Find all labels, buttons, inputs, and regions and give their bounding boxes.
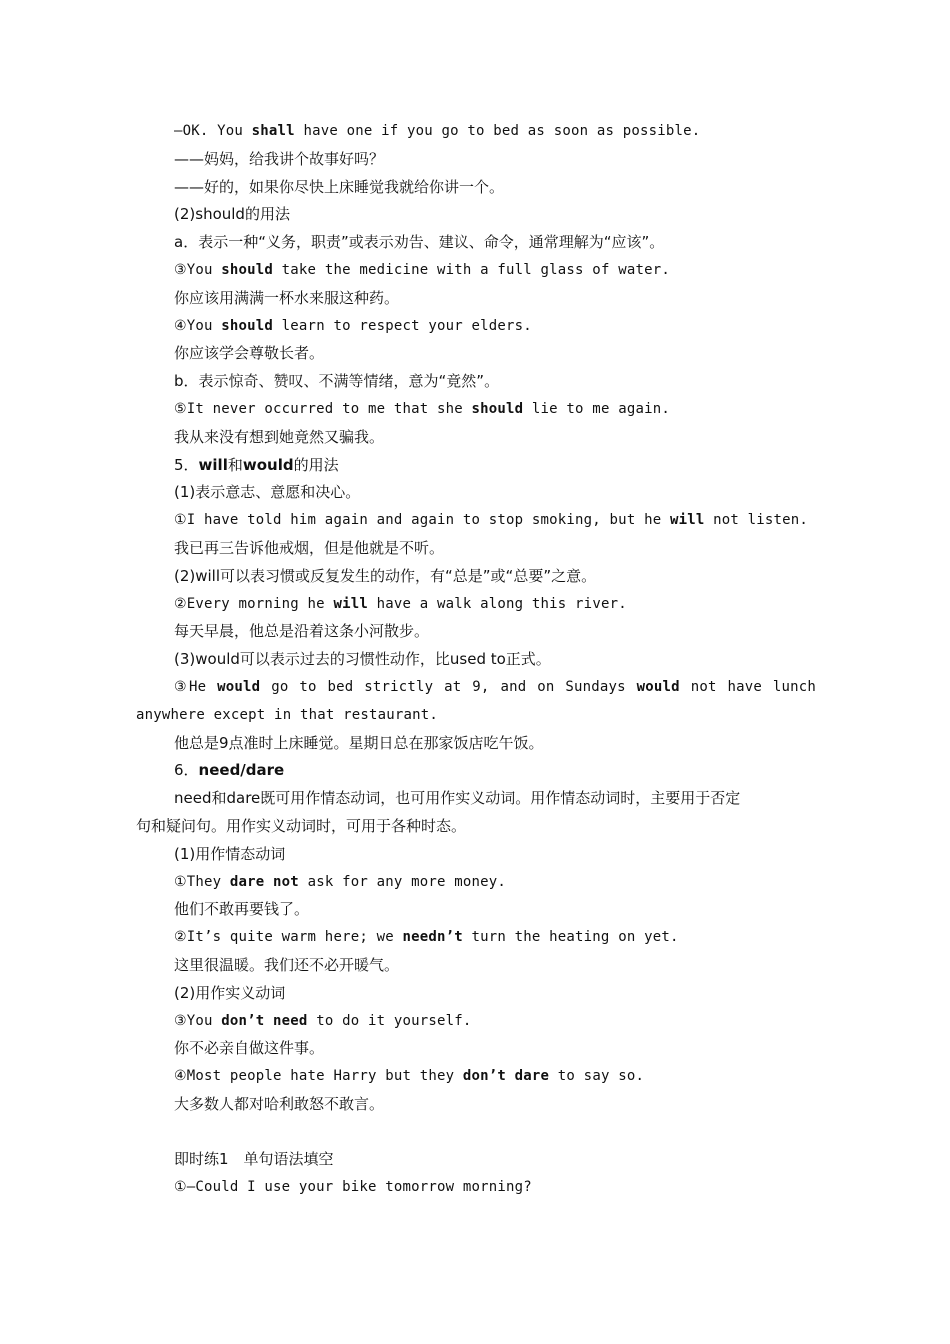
text-segment: ③You	[174, 1012, 222, 1029]
text-line	[136, 730, 816, 758]
text-segment: have one if you go to bed as soon as possible.	[294, 123, 701, 139]
text-segment: 的用法	[293, 455, 339, 474]
text-segment: not have lunch	[679, 678, 817, 695]
text-line	[136, 674, 816, 702]
text-line	[136, 841, 816, 869]
text-segment: not listen.	[704, 512, 809, 529]
bold-keyword: needn’t	[402, 929, 463, 946]
text-segment: b．表示惊奇、赞叹、不满等情绪，意为“竟然”。	[174, 372, 500, 391]
text-line	[136, 1091, 816, 1119]
bold-keyword: will	[669, 512, 705, 529]
text-segment: a．表示一种“义务，职责”或表示劝告、建议、命令，通常理解为“应该”。	[174, 233, 665, 252]
text-segment: ask for any more money.	[298, 873, 507, 890]
text-line	[136, 785, 816, 813]
text-line	[136, 1063, 816, 1091]
text-segment: ⑤It never occurred to me that she	[174, 400, 472, 417]
text-segment: 6．	[174, 761, 199, 780]
text-segment: have a walk along this river.	[367, 595, 627, 612]
text-segment: 即时练1 单句语法填空	[174, 1150, 334, 1169]
text-segment: ①I have told him again and again to stop smoking, but he	[174, 512, 670, 529]
text-segment: 他总是9点准时上床睡觉。星期日总在那家饭店吃午饭。	[174, 733, 544, 752]
text-line	[136, 507, 816, 535]
text-segment: 这里很温暖。我们还不必开暖气。	[174, 955, 400, 974]
text-line	[136, 229, 816, 257]
text-line	[136, 952, 816, 980]
text-segment: (2)用作实义动词	[174, 983, 286, 1002]
text-segment: ④Most people hate Harry but they	[174, 1068, 463, 1085]
text-segment: 大多数人都对哈利敢怒不敢言。	[174, 1094, 385, 1113]
text-line	[136, 424, 816, 452]
text-line	[136, 591, 816, 619]
bold-keyword: would	[217, 678, 261, 695]
text-segment: learn to respect your elders.	[273, 317, 532, 334]
document-body	[136, 118, 816, 1202]
text-segment: need和dare既可用作情态动词，也可用作实义动词。用作情态动词时，主要用于否定	[174, 789, 741, 808]
bold-keyword: dare not	[229, 873, 299, 890]
text-segment: (1)表示意志、意愿和决心。	[174, 483, 361, 502]
text-segment: lie to me again.	[523, 400, 670, 417]
text-line	[136, 174, 816, 202]
text-line	[136, 869, 816, 897]
bold-keyword: shall	[251, 123, 295, 139]
text-line	[136, 285, 816, 313]
bold-keyword: don’t need	[221, 1012, 308, 1029]
text-line	[136, 313, 816, 341]
text-line	[136, 563, 816, 591]
text-segment: 句和疑问句。用作实义动词时，可用于各种时态。	[136, 816, 467, 835]
text-segment: (2)will可以表习惯或反复发生的动作，有“总是”或“总要”之意。	[174, 566, 597, 585]
bold-keyword: don’t dare	[462, 1068, 550, 1085]
text-line	[136, 146, 816, 174]
text-line	[136, 1146, 816, 1174]
text-segment: —OK. You	[174, 123, 252, 139]
bold-keyword: should	[221, 261, 274, 278]
bold-keyword: would	[636, 678, 680, 695]
text-line	[136, 340, 816, 368]
text-segment: (3)would可以表示过去的习惯性动作，比used to正式。	[174, 650, 551, 669]
text-segment: anywhere except in that restaurant.	[136, 706, 439, 723]
text-line	[136, 896, 816, 924]
text-segment: (2)should的用法	[174, 205, 290, 224]
text-line	[136, 980, 816, 1008]
text-segment: to say so.	[549, 1068, 645, 1085]
text-line	[136, 757, 816, 785]
text-line	[136, 1008, 816, 1036]
text-line	[136, 396, 816, 424]
text-segment: 我从来没有想到她竟然又骗我。	[174, 427, 385, 446]
bold-keyword: will	[198, 455, 228, 474]
text-segment: ①They	[174, 873, 230, 890]
text-line	[136, 646, 816, 674]
text-line	[136, 257, 816, 285]
text-line	[136, 368, 816, 396]
text-segment: ③You	[174, 261, 222, 278]
text-line	[136, 702, 816, 730]
text-segment: ——妈妈，给我讲个故事好吗？	[174, 149, 385, 168]
text-segment: 我已再三告诉他戒烟，但是他就是不听。	[174, 538, 445, 557]
text-segment: ④You	[174, 317, 222, 334]
blank-line	[136, 1119, 816, 1147]
bold-keyword: will	[333, 595, 368, 612]
text-segment: take the medicine with a full glass of water.	[273, 261, 670, 278]
text-line	[136, 1174, 816, 1202]
bold-keyword: should	[221, 317, 274, 334]
text-segment: turn the heating on yet.	[462, 929, 679, 946]
text-segment: 他们不敢再要钱了。	[174, 900, 310, 919]
text-segment: ——好的，如果你尽快上床睡觉我就给你讲一个。	[174, 177, 505, 196]
bold-keyword: need/dare	[198, 761, 285, 780]
text-line	[136, 924, 816, 952]
text-segment: ②Every morning he	[174, 595, 334, 612]
text-segment: 你应该学会尊敬长者。	[174, 344, 325, 363]
text-line	[136, 452, 816, 480]
text-line	[136, 479, 816, 507]
bold-keyword: would	[242, 455, 294, 474]
text-line	[136, 813, 816, 841]
text-line	[136, 535, 816, 563]
text-segment: ③He	[174, 678, 218, 695]
text-segment: 5．	[174, 455, 199, 474]
text-segment: 和	[227, 455, 243, 474]
text-line	[136, 201, 816, 229]
text-line	[136, 618, 816, 646]
text-segment: 你不必亲自做这件事。	[174, 1039, 325, 1058]
text-segment: (1)用作情态动词	[174, 844, 286, 863]
text-segment: 你应该用满满一杯水来服这种药。	[174, 288, 400, 307]
text-line	[136, 1035, 816, 1063]
text-segment: ①—Could I use your bike tomorrow morning?	[174, 1179, 532, 1196]
text-segment: go to bed strictly at 9, and on Sundays	[260, 678, 637, 695]
text-segment: 每天早晨，他总是沿着这条小河散步。	[174, 622, 430, 641]
bold-keyword: should	[471, 400, 524, 417]
text-line	[136, 118, 816, 146]
text-segment: to do it yourself.	[307, 1012, 472, 1029]
text-segment: ②It’s quite warm here; we	[174, 929, 403, 946]
